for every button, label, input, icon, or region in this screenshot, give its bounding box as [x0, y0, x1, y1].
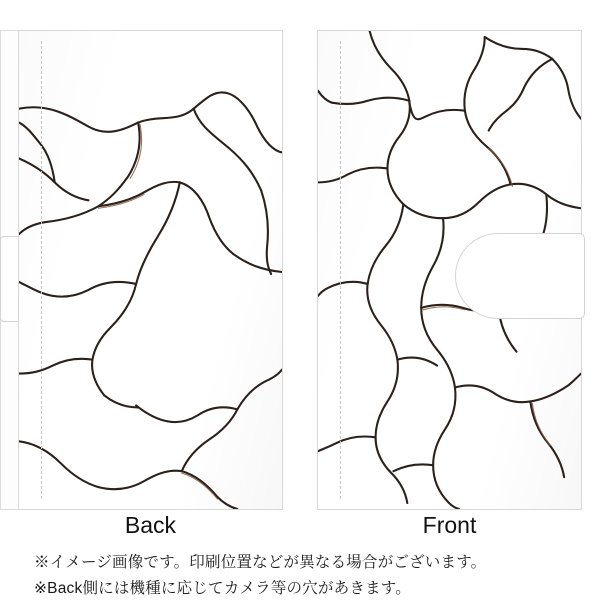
disclaimer-notes	[0, 550, 600, 602]
panel-captions	[0, 512, 600, 550]
front-panel-stitch-line	[340, 41, 341, 499]
caption-front: Front	[422, 512, 477, 538]
back-panel-stitch-line	[41, 41, 42, 499]
caption-back: Back	[124, 512, 177, 538]
note-line-1: ※イメージ画像です。印刷位置などが異なる場合がございます。	[34, 554, 487, 571]
note-line-2: ※Back側には機種に応じてカメラ等の穴があきます。	[34, 580, 411, 597]
back-panel[interactable]	[18, 30, 283, 510]
magnetic-closure-flap	[455, 233, 585, 319]
crackle-texture-icon	[19, 31, 282, 509]
